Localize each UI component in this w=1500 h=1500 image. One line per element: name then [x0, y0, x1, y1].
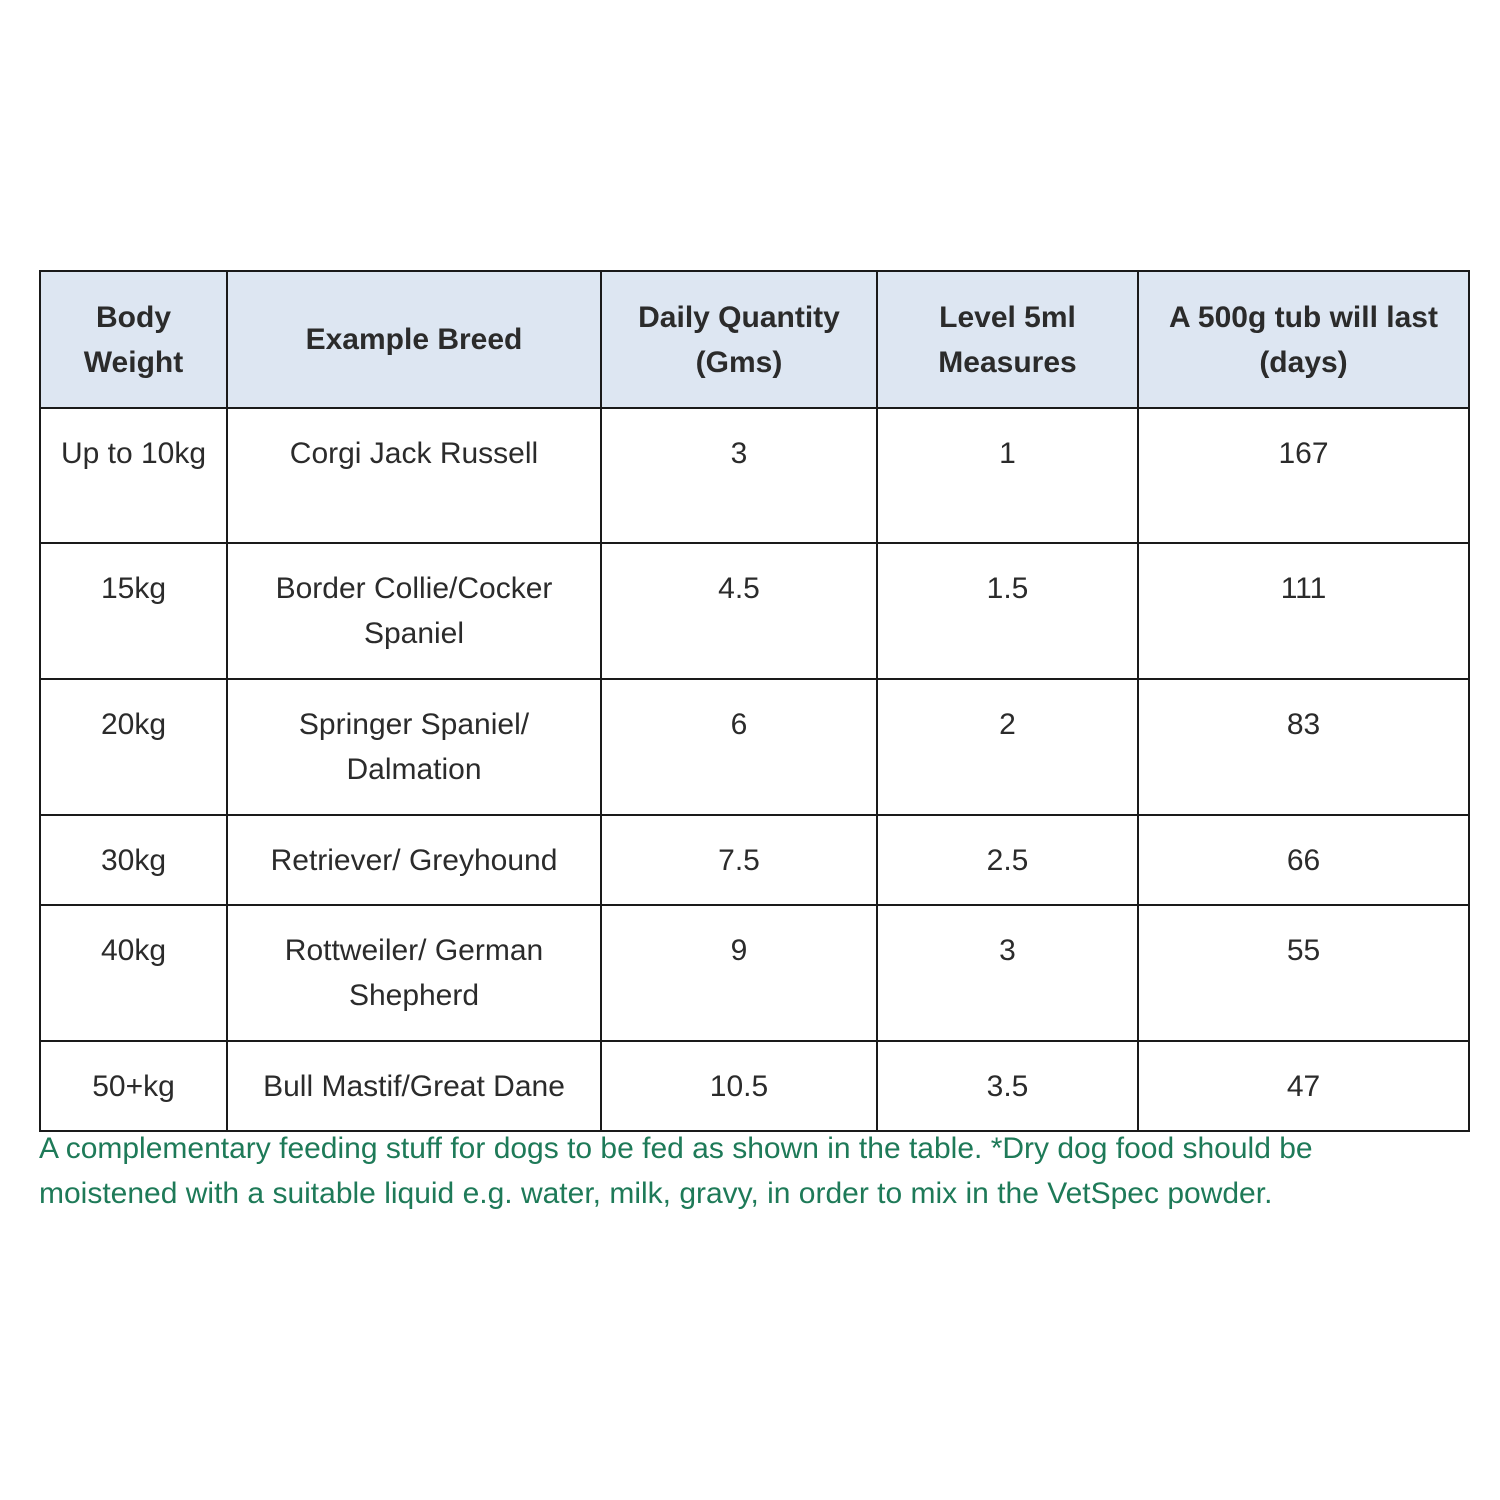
header-body-weight: Body Weight [40, 271, 227, 408]
cell-tub-duration: 111 [1138, 543, 1469, 679]
cell-tub-duration: 66 [1138, 815, 1469, 905]
table-row [40, 679, 1469, 815]
cell-daily-quantity: 6 [601, 679, 877, 815]
table-row [40, 1041, 1469, 1131]
cell-body-weight: 20kg [40, 679, 227, 815]
cell-example-breed: Springer Spaniel/ Dalmation [227, 679, 601, 815]
cell-daily-quantity: 9 [601, 905, 877, 1041]
cell-level-measures: 1.5 [877, 543, 1138, 679]
cell-body-weight: 40kg [40, 905, 227, 1041]
cell-example-breed: Corgi Jack Russell [227, 408, 601, 543]
header-level-measures: Level 5ml Measures [877, 271, 1138, 408]
cell-daily-quantity: 7.5 [601, 815, 877, 905]
cell-tub-duration: 47 [1138, 1041, 1469, 1131]
cell-example-breed: Retriever/ Greyhound [227, 815, 601, 905]
cell-example-breed: Rottweiler/ German Shepherd [227, 905, 601, 1041]
cell-example-breed: Border Collie/Cocker Spaniel [227, 543, 601, 679]
header-daily-quantity: Daily Quantity (Gms) [601, 271, 877, 408]
cell-tub-duration: 55 [1138, 905, 1469, 1041]
feeding-note: A complementary feeding stuff for dogs to be fed as shown in the table. *Dry dog food should be moistened with a suitable liquid e.g. water, milk, gravy, in order to mix in the VetSpec powder. [39, 1132, 1313, 1210]
table-row [40, 815, 1469, 905]
cell-body-weight: 50+kg [40, 1041, 227, 1131]
cell-level-measures: 1 [877, 408, 1138, 543]
cell-level-measures: 2.5 [877, 815, 1138, 905]
cell-tub-duration: 83 [1138, 679, 1469, 815]
header-tub-duration: A 500g tub will last (days) [1138, 271, 1469, 408]
feeding-guide-table [39, 270, 1470, 1132]
cell-level-measures: 3.5 [877, 1041, 1138, 1131]
cell-level-measures: 2 [877, 679, 1138, 815]
cell-daily-quantity: 3 [601, 408, 877, 543]
cell-body-weight: 30kg [40, 815, 227, 905]
table-header-row [40, 271, 1469, 408]
header-example-breed: Example Breed [227, 271, 601, 408]
table-row [40, 543, 1469, 679]
cell-body-weight: 15kg [40, 543, 227, 679]
table-row [40, 905, 1469, 1041]
cell-tub-duration: 167 [1138, 408, 1469, 543]
cell-daily-quantity: 10.5 [601, 1041, 877, 1131]
cell-daily-quantity: 4.5 [601, 543, 877, 679]
cell-level-measures: 3 [877, 905, 1138, 1041]
cell-body-weight: Up to 10kg [40, 408, 227, 543]
table-row [40, 408, 1469, 543]
cell-example-breed: Bull Mastif/Great Dane [227, 1041, 601, 1131]
